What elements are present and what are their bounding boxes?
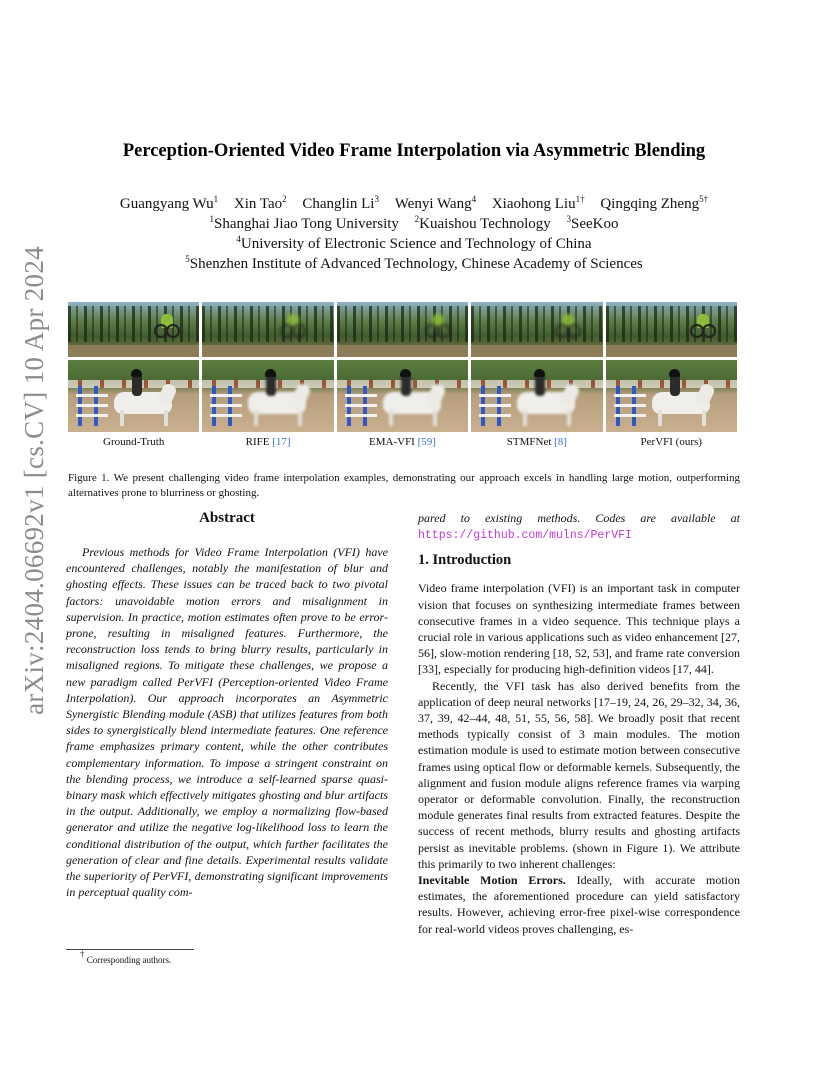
introduction-paragraph: Recently, the VFI task has also derived benefits from the application of deep neural networks [17–19, 24, 26, 29–32, 34, 36, 37, 39, 42–44, 48, 51, 55, 56, 58]. We broadly posit that recent methods typically consist of 3 main modules. The motion estimation module is used to estimate motion between consecutive frames using optical flow or deformable kernels. Subsequently, the alignment and fusion module aligns reference frames via warping operator or deformable convolution. Finally, the reconstruction module generates final results from extracted features. Despite the success of recent methods, blurry results and ghosting artifacts persist as inevitable problems. (shown in Figure 1). We attribute this primarily to two inherent challenges: [418, 678, 740, 871]
abstract-continuation: pared to existing methods. Codes are available at https://github.com/mulns/PerVFI [418, 511, 740, 543]
motocross-frame-image [68, 302, 199, 357]
affiliation: $^1$Shanghai Jiao Tong University [209, 214, 399, 232]
footnote-divider [66, 949, 194, 950]
author-name: Xin Tao$^2$ [233, 194, 287, 212]
figure-column-label: PerVFI (ours) [640, 436, 702, 448]
introduction-paragraph: Inevitable Motion Errors. Ideally, with accurate motion estimates, the aforementioned procedure can yield satisfactory results. However, achieving error-free pixel-wise correspondence for real-world videos proves challenging, es- [418, 873, 740, 936]
author-list [60, 194, 768, 214]
motocross-frame-image [337, 302, 468, 357]
code-repository-link[interactable]: https://github.com/mulns/PerVFI [418, 529, 632, 543]
motocross-frame-image [471, 302, 602, 357]
left-column [66, 510, 388, 900]
figure-column-label: EMA-VFI [59] [369, 436, 436, 448]
footnote: † Corresponding authors. [80, 949, 172, 965]
figure-1 [68, 302, 738, 448]
motocross-frame-image [606, 302, 737, 357]
show-jumping-frame-image [68, 360, 199, 432]
section-heading-introduction: 1. Introduction [418, 552, 512, 569]
introduction-paragraph: Video frame interpolation (VFI) is an important task in computer vision that focuses on synthesizing intermediate frames between consecutive frames in a video sequence. This technique plays a crucial role in various applications such as video enhancement [27, 56], slow-motion rendering [18, 52, 53], and frame rate conversion [33], especially for producing high-definition videos [17, 44]. [418, 581, 740, 677]
affiliation: $^2$Kuaishou Technology [414, 214, 551, 232]
show-jumping-frame-image [202, 360, 333, 432]
affiliation: $^3$SeeKoo [566, 214, 619, 232]
arxiv-identifier-text: arXiv:2404.06692v1 [cs.CV] 10 Apr 2024 [18, 245, 49, 715]
author-name: Guangyang Wu$^1$ [119, 194, 219, 212]
figure-column-label: STMFNet [8] [506, 436, 567, 448]
figure-caption: Figure 1. We present challenging video frame interpolation examples, demonstrating our approach excels in handling large motion, outperforming alternatives prone to blurriness or ghosting. [68, 472, 740, 499]
show-jumping-frame-image [337, 360, 468, 432]
figure-column [471, 302, 602, 448]
affiliation-line [60, 214, 768, 234]
motocross-frame-image [202, 302, 333, 357]
figure-column [68, 302, 199, 448]
show-jumping-frame-image [606, 360, 737, 432]
right-column [418, 510, 740, 937]
figure-column [337, 302, 468, 448]
paragraph-runin-heading: Inevitable Motion Errors. [418, 873, 566, 888]
author-name: Wenyi Wang$^4$ [394, 194, 477, 212]
affiliation-line [60, 254, 768, 274]
figure-column-label: Ground-Truth [103, 436, 165, 448]
affiliation-line [60, 234, 768, 254]
show-jumping-frame-image [471, 360, 602, 432]
figure-column [606, 302, 737, 448]
figure-column-label: RIFE [17] [245, 436, 291, 448]
paper-title: Perception-Oriented Video Frame Interpolation via Asymmetric Blending [122, 141, 706, 161]
author-name: Changlin Li$^3$ [302, 194, 379, 212]
figure-image-grid [68, 302, 738, 448]
author-block [60, 194, 768, 274]
abstract-heading: Abstract [199, 510, 255, 526]
figure-column [202, 302, 333, 448]
affiliation: $^5$Shenzhen Institute of Advanced Technology, Chinese Academy of Sciences [185, 254, 643, 272]
arxiv-identifier-stamp [6, 245, 62, 715]
affiliation: $^4$University of Electronic Science and Technology of China [236, 234, 592, 252]
author-name: Qingqing Zheng$^{5\dagger}$ [600, 194, 709, 212]
abstract-text: Previous methods for Video Frame Interpolation (VFI) have encountered challenges, notably the manifestation of blur and ghosting effects. These issues can be traced back to two pivotal factors: unavoidable motion errors and misalignment in supervision. In practice, motion estimates often prove to be error-prone, resulting in misaligned features. Furthermore, the reconstruction loss tends to bring blurry results, particularly in misaligned regions. To mitigate these challenges, we propose a new paradigm called PerVFI (Perception-oriented Video Frame Interpolation). Our approach incorporates an Asymmetric Synergistic Blending module (ASB) that utilizes features from both sides to synergistically blend intermediate features. One reference frame emphasizes primary content, while the other contributes complementary information. To impose a stringent constraint on the blending process, we introduce a self-learned sparse quasi-binary mask which effectively mitigates ghosting and blur artifacts in the output. Additionally, we employ a normalizing flow-based generator and utilize the negative log-likelihood loss to learn the conditional distribution of the output, which further facilitates the generation of clear and fine details. Experimental results validate the superiority of PerVFI, demonstrating significant improvements in perceptual quality com- [66, 545, 388, 900]
author-name: Xiaohong Liu$^{1\dagger}$ [491, 194, 585, 212]
